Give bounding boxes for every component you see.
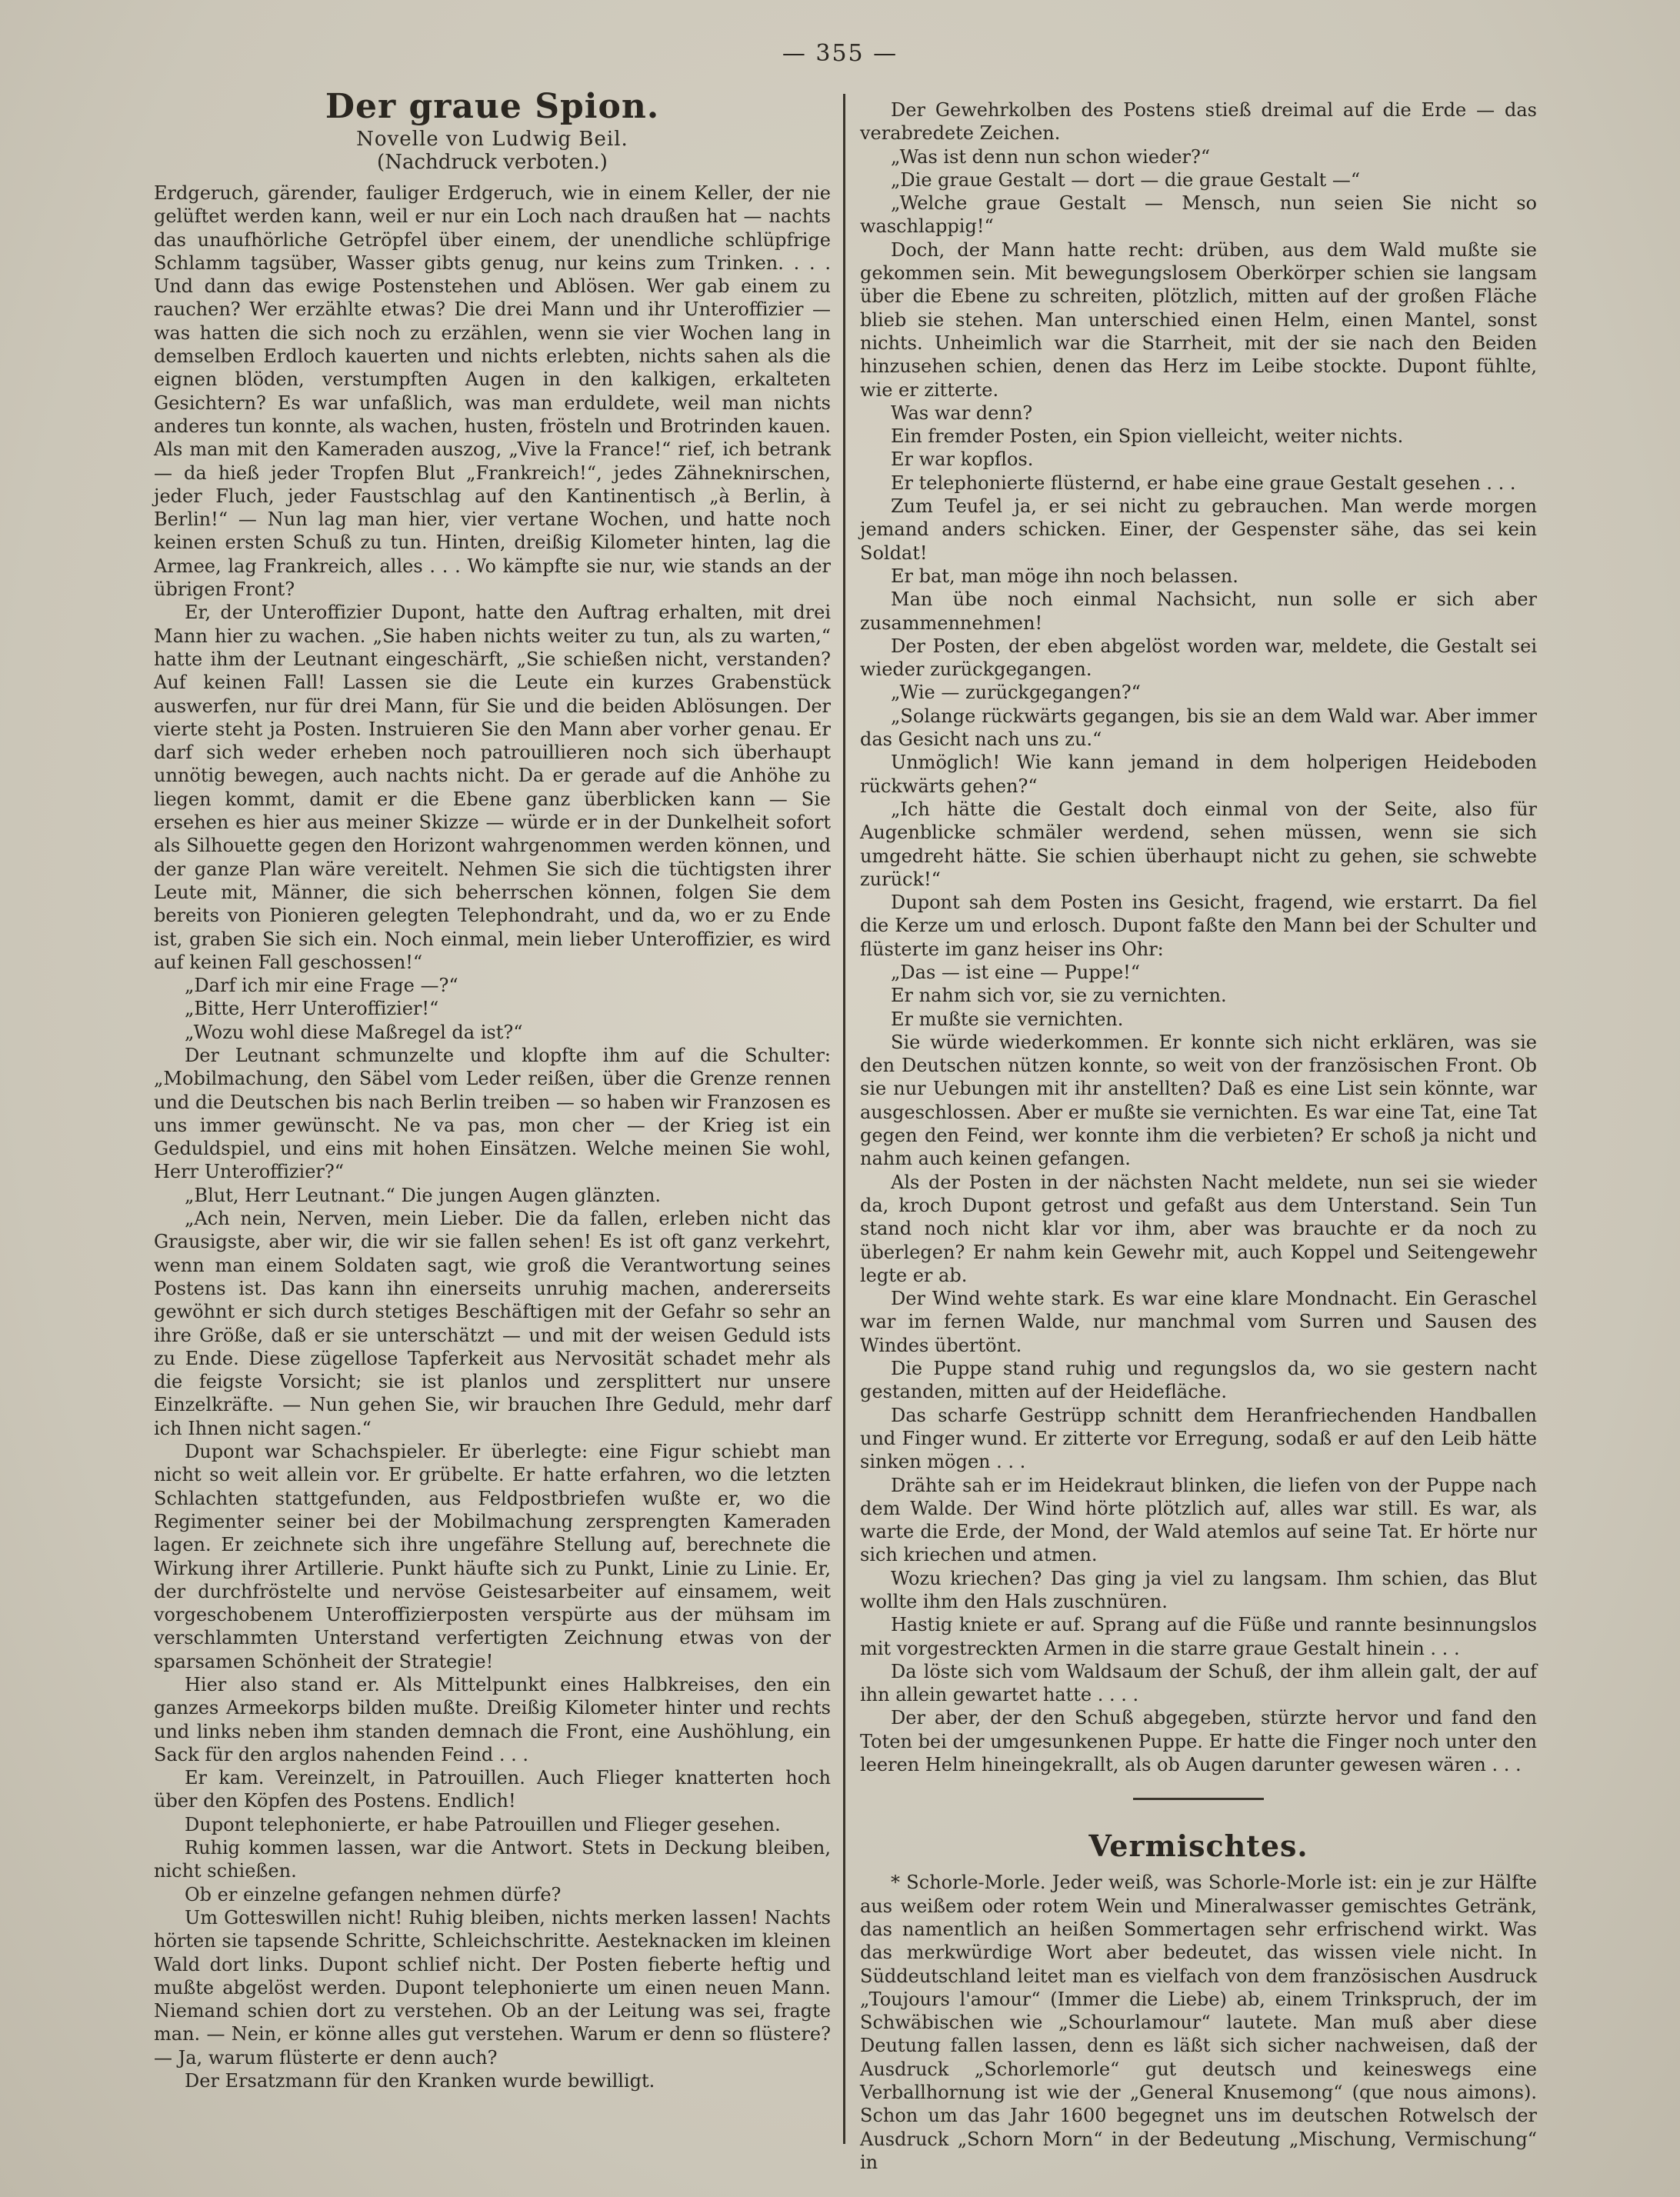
story-paragraph: Ob er einzelne gefangen nehmen dürfe?: [185, 1883, 562, 1905]
story-paragraph: Dupont telephonierte, er habe Patrouillen und Flieger gesehen.: [185, 1813, 781, 1835]
story-paragraph: Drähte sah er im Heidekraut blinken, die liefen von der Puppe nach dem Walde. Der Wind hörte plötzlich auf, alles war still. Es war, als warte die Erde, der Mond, der Wald atemlos auf seine Tat. Er hörte nur sich kriechen und atmen.: [860, 1474, 1537, 1566]
left-column: [154, 86, 831, 2092]
story-paragraph: „Wie — zurückgegangen?“: [891, 682, 1141, 704]
story-paragraph: „Ach nein, Nerven, mein Lieber. Die da fallen, erleben nicht das Grausigste, aber wir, die wir sie fallen sehen! Es ist oft ganz verkehrt, wenn man einem Soldaten sagt, wie groß die Verantwortung seines Postens ist. Das kann ihn einerseits unruhig machen, andererseits gewöhnt er sich durch stetiges Beschäftigen mit der Gefahr so sehr an ihre Größe, daß er sie unterschätzt — und mit der weisen Geduld ists zu Ende. Diese zügellose Tapferkeit aus Nervosität schadet mehr als die feigste Vorsicht; sie ist planlos und zersplittert nur unsere Einzelkräfte. — Nun gehen Sie, wir brauchen Ihre Geduld, mehr darf ich Ihnen nicht sagen.“: [154, 1208, 831, 1439]
story-paragraph: Was war denn?: [891, 402, 1033, 424]
story-paragraph: Der Ersatzmann für den Kranken wurde bewilligt.: [185, 2070, 655, 2092]
story-paragraph: Er nahm sich vor, sie zu vernichten.: [891, 985, 1227, 1007]
story-paragraph: Der aber, der den Schuß abgegeben, stürzte hervor und fand den Toten bei der umgesunkenen Puppe. Er hatte die Finger noch unter den leeren Helm hineingekrallt, als ob Augen darunter gewesen wären . . .: [860, 1707, 1537, 1776]
story-paragraph: Man übe noch einmal Nachsicht, nun solle er sich aber zusammennehmen!: [860, 588, 1537, 634]
story-paragraph: Doch, der Mann hatte recht: drüben, aus dem Wald mußte sie gekommen sein. Mit bewegungslosem Oberkörper schien sie langsam über die Ebene zu schreiten, plötzlich, mitten auf der großen Fläche blieb sie stehen. Man unterschied einen Helm, einen Mantel, sonst nichts. Unheimlich war die Starrheit, mit der sie nach den Beiden hinzusehen schien, denen das Herz im Leibe stockte. Dupont fühlte, wie er zitterte.: [860, 238, 1537, 401]
section-title: Vermischtes.: [1088, 1829, 1308, 1864]
page-number: — 355 —: [782, 40, 898, 67]
story-paragraph: Er war kopflos.: [891, 448, 1034, 471]
story-paragraph: Hastig kniete er auf. Sprang auf die Füße und rannte besinnungslos mit vorgestreckten Armen in die starre graue Gestalt hinein . . .: [860, 1614, 1537, 1659]
story-paragraph: Ein fremder Posten, ein Spion vielleicht, weiter nichts.: [891, 425, 1404, 448]
story-paragraph: „Die graue Gestalt — dort — die graue Gestalt —“: [891, 168, 1361, 191]
story-paragraph: Da löste sich vom Waldsaum der Schuß, der ihm allein galt, der auf ihn allein gewartet hatte . . . .: [860, 1660, 1537, 1706]
story-paragraph: Die Puppe stand ruhig und regungslos da, wo sie gestern nacht gestanden, mitten auf der Heidefläche.: [860, 1358, 1537, 1403]
story-byline: Novelle von Ludwig Beil.: [356, 128, 628, 151]
story-paragraph: Er kam. Vereinzelt, in Patrouillen. Auch Flieger knatterten hoch über den Köpfen des Postens. Endlich!: [154, 1767, 831, 1812]
story-paragraph: „Das — ist eine — Puppe!“: [891, 961, 1141, 983]
story-paragraph: Er bat, man möge ihn noch belassen.: [891, 565, 1238, 587]
story-paragraph: „Wozu wohl diese Maßregel da ist?“: [185, 1021, 523, 1043]
story-paragraph: Er mußte sie vernichten.: [891, 1008, 1124, 1030]
story-paragraph: „Darf ich mir eine Frage —?“: [185, 975, 458, 997]
story-paragraph: Er telephonierte flüsternd, er habe eine graue Gestalt gesehen . . .: [891, 472, 1516, 494]
story-paragraph: „Blut, Herr Leutnant.“ Die jungen Augen glänzten.: [185, 1184, 662, 1206]
story-paragraph: Dupont sah dem Posten ins Gesicht, fragend, wie erstarrt. Da fiel die Kerze um und erlosch. Dupont faßte den Mann bei der Schulter und flüsterte im ganz heiser ins Ohr:: [860, 892, 1537, 960]
misc-paragraph: * Schorle-Morle. Jeder weiß, was Schorle-Morle ist: ein je zur Hälfte aus weißem oder rotem Wein und Mineralwasser gemischtes Getränk, das namentlich an heißen Sommertagen sehr erfrischend wirkt. Was das merkwürdige Wort aber bedeutet, das wissen viele nicht. In Süddeutschland leitet man es vielfach von dem französischen Ausdruck „Toujours l'amour“ (Immer die Liebe) ab, einem Trinkspruch, der im Schwäbischen wie „Schourlamour“ lautete. Man muß aber diese Deutung fallen lassen, denn es läßt sich sicher nachweisen, daß der Ausdruck „Schorlemorle“ gut deutsch und keineswegs eine Verballhornung ist wie der „General Knusemong“ (que nous aimons). Schon um das Jahr 1600 begegnet uns im deutschen Rotwelsch der Ausdruck „Schorn Morn“ in der Bedeutung „Mischung, Vermischung“ in: [860, 1872, 1537, 2173]
story-paragraph: Wozu kriechen? Das ging ja viel zu langsam. Ihm schien, das Blut wollte ihm den Hals zuschnüren.: [860, 1567, 1537, 1612]
story-paragraph: Er, der Unteroffizier Dupont, hatte den Auftrag erhalten, mit drei Mann hier zu wachen. „Sie haben nichts weiter zu tun, als zu warten,“ hatte ihm der Leutnant eingeschärft, „Sie schießen nicht, verstanden? Auf keinen Fall! Lassen sie die Leute ein kurzes Grabenstück auswerfen, nur für drei Mann, für Sie und die beiden Ablösungen. Der vierte steht ja Posten. Instruieren Sie den Mann aber vorher genau. Er darf sich weder erheben noch patrouillieren noch sich überhaupt unnötig bewegen, auch nachts nicht. Da er gerade auf die Anhöhe zu liegen kommt, damit er die Ebene ganz überblicken kann — Sie ersehen es hier aus meiner Skizze — würde er in der Dunkelheit sofort als Silhouette gegen den Horizont wahrgenommen werden können, und der ganze Plan wäre vereitelt. Nehmen Sie sich die tüchtigsten ihrer Leute mit, Männer, die sich beherrschen können, folgen Sie dem bereits von Pionieren gelegten Telephondraht, und da, wo er zu Ende ist, graben Sie sich ein. Noch einmal, mein lieber Unteroffizier, es wird auf keinen Fall geschossen!“: [154, 602, 831, 973]
reprint-notice: (Nachdruck verboten.): [377, 151, 608, 174]
story-paragraph: „Solange rückwärts gegangen, bis sie an dem Wald war. Aber immer das Gesicht nach uns zu.“: [860, 705, 1537, 751]
right-column: [860, 98, 1537, 2174]
story-paragraph: Der Gewehrkolben des Postens stieß dreimal auf die Erde — das verabredete Zeichen.: [860, 99, 1537, 145]
story-paragraph: Der Posten, der eben abgelöst worden war, meldete, die Gestalt sei wieder zurückgegangen.: [860, 635, 1537, 681]
story-paragraph: Der Wind wehte stark. Es war eine klare Mondnacht. Ein Geraschel war im fernen Walde, nur manchmal vom Surren und Sausen des Windes übertönt.: [860, 1288, 1537, 1356]
section-separator: [1133, 1798, 1264, 1800]
story-paragraph: Ruhig kommen lassen, war die Antwort. Stets in Deckung bleiben, nicht schießen.: [154, 1837, 831, 1882]
story-paragraph: Zum Teufel ja, er sei nicht zu gebrauchen. Man werde morgen jemand anders schicken. Einer, der Gespenster sähe, das sei kein Soldat!: [860, 495, 1537, 564]
story-paragraph: „Bitte, Herr Unteroffizier!“: [185, 998, 439, 1020]
story-paragraph: Der Leutnant schmunzelte und klopfte ihm auf die Schulter: „Mobilmachung, den Säbel vom Leder reißen, über die Grenze rennen und die Deutschen bis nach Berlin treiben — so haben wir Franzosen es uns immer gewünscht. Ne va pas, mon cher — der Krieg ist ein Geduldspiel, und eins mit hohen Einsätzen. Welche meinen Sie wohl, Herr Unteroffizier?“: [154, 1044, 831, 1183]
story-paragraph: Dupont war Schachspieler. Er überlegte: eine Figur schiebt man nicht so weit allein vor. Er grübelte. Er hatte erfahren, wo die letzten Schlachten stattgefunden, aus Feldpostbriefen wußte er, wo die Regimenter seiner bei der Mobilmachung zersprengten Kameraden lagen. Er zeichnete sich ihre ungefähre Stellung auf, berechnete die Wirkung ihrer Artillerie. Punkt häufte sich zu Punkt, Linie zu Linie. Er, der durchfröstelte und nervöse Geistesarbeiter auf einsamem, weit vorgeschobenem Unteroffizierposten verspürte aus der mühsam im verschlammten Unterstand verfertigten Zeichnung etwas von der sparsamen Schönheit der Strategie!: [154, 1441, 831, 1672]
story-paragraph: Unmöglich! Wie kann jemand in dem holperigen Heideboden rückwärts gehen?“: [860, 752, 1537, 797]
story-paragraph: „Ich hätte die Gestalt doch einmal von der Seite, also für Augenblicke schmäler werdend, sehen müssen, wenn sie sich umgedreht hätte. Sie schien überhaupt nicht zu gehen, sie schwebte zurück!“: [860, 798, 1537, 890]
story-title: Der graue Spion.: [325, 87, 660, 126]
story-paragraph: Als der Posten in der nächsten Nacht meldete, nun sei sie wieder da, kroch Dupont getrost und gefaßt aus dem Unterstand. Sein Tun stand noch nicht klar vor ihm, aber was brauchte er da noch zu überlegen? Er nahm kein Gewehr mit, auch Koppel und Seitengewehr legte er ab.: [860, 1171, 1537, 1286]
story-paragraph: „Welche graue Gestalt — Mensch, nun seien Sie nicht so waschlappig!“: [860, 192, 1537, 238]
story-paragraph: Hier also stand er. Als Mittelpunkt eines Halbkreises, den ein ganzes Armeekorps bilden mußte. Dreißig Kilometer hinter und rechts und links neben ihm standen demnach die Front, eine Aushöhlung, ein Sack für den arglos nahenden Feind . . .: [154, 1674, 831, 1765]
story-paragraph: „Was ist denn nun schon wieder?“: [891, 145, 1211, 168]
story-paragraph: Erdgeruch, gärender, fauliger Erdgeruch, wie in einem Keller, der nie gelüftet werden kann, weil er nur ein Loch nach draußen hat — nachts das unaufhörliche Getröpfel über einem, der unendliche schlüpfrige Schlamm tagsüber, Wasser gibts genug, nur keins zum Trinken. . . . Und dann das ewige Postenstehen und Ablösen. Wer gab einem zu rauchen? Wer erzählte etwas? Die drei Mann und ihr Unteroffizier — was hatten die sich noch zu erzählen, wenn sie vier Wochen lang in demselben Erdloch kauerten und nichts erlebten, nichts sahen als die eignen blöden, verstumpften Augen in den kalkigen, erkalteten Gesichtern? Es war unfaßlich, was man erduldete, weil man nichts anderes tun konnte, als wachen, husten, frösteln und Brotrinden kauen. Als man mit den Kameraden auszog, „Vive la France!“ rief, ich betrank — da hieß jeder Tropfen Blut „Frankreich!“, jedes Zähneknirschen, jeder Fluch, jeder Faustschlag auf den Kantinentisch „à Berlin, à Berlin!“ — Nun lag man hier, vier vertane Wochen, und hatte noch keinen ersten Schuß zu tun. Hinten, dreißig Kilometer hinten, lag die Armee, lag Frankreich, alles . . . Wo kämpfte sie nur, wie stands an der übrigen Front?: [154, 182, 831, 601]
story-paragraph: Sie würde wiederkommen. Er konnte sich nicht erklären, was sie den Deutschen nützen konnte, so weit von der französischen Front. Ob sie nur Uebungen mit ihr anstellten? Daß es eine List sein könnte, war ausgeschlossen. Aber er mußte sie vernichten. Es war eine Tat, eine Tat gegen den Feind, wer konnte ihm die verbieten? Er schoß ja nicht und nahm auch keinen gefangen.: [860, 1031, 1537, 1170]
column-divider: [843, 94, 845, 2144]
story-paragraph: Das scharfe Gestrüpp schnitt dem Heranfriechenden Handballen und Finger wund. Er zitterte vor Erregung, sodaß er auf den Leib hätte sinken mögen . . .: [860, 1404, 1537, 1473]
story-paragraph: Um Gotteswillen nicht! Ruhig bleiben, nichts merken lassen! Nachts hörten sie tapsende Schritte, Schleichschritte. Aesteknacken im kleinen Wald dort links. Dupont schlief nicht. Der Posten fieberte heftig und mußte abgelöst werden. Dupont telephonierte um einen neuen Mann. Niemand schien dort zu verstehen. Ob an der Leitung was sei, fragte man. — Nein, er könne alles gut verstehen. Warum er denn so flüstere? — Ja, warum flüsterte er denn auch?: [154, 1906, 831, 2069]
